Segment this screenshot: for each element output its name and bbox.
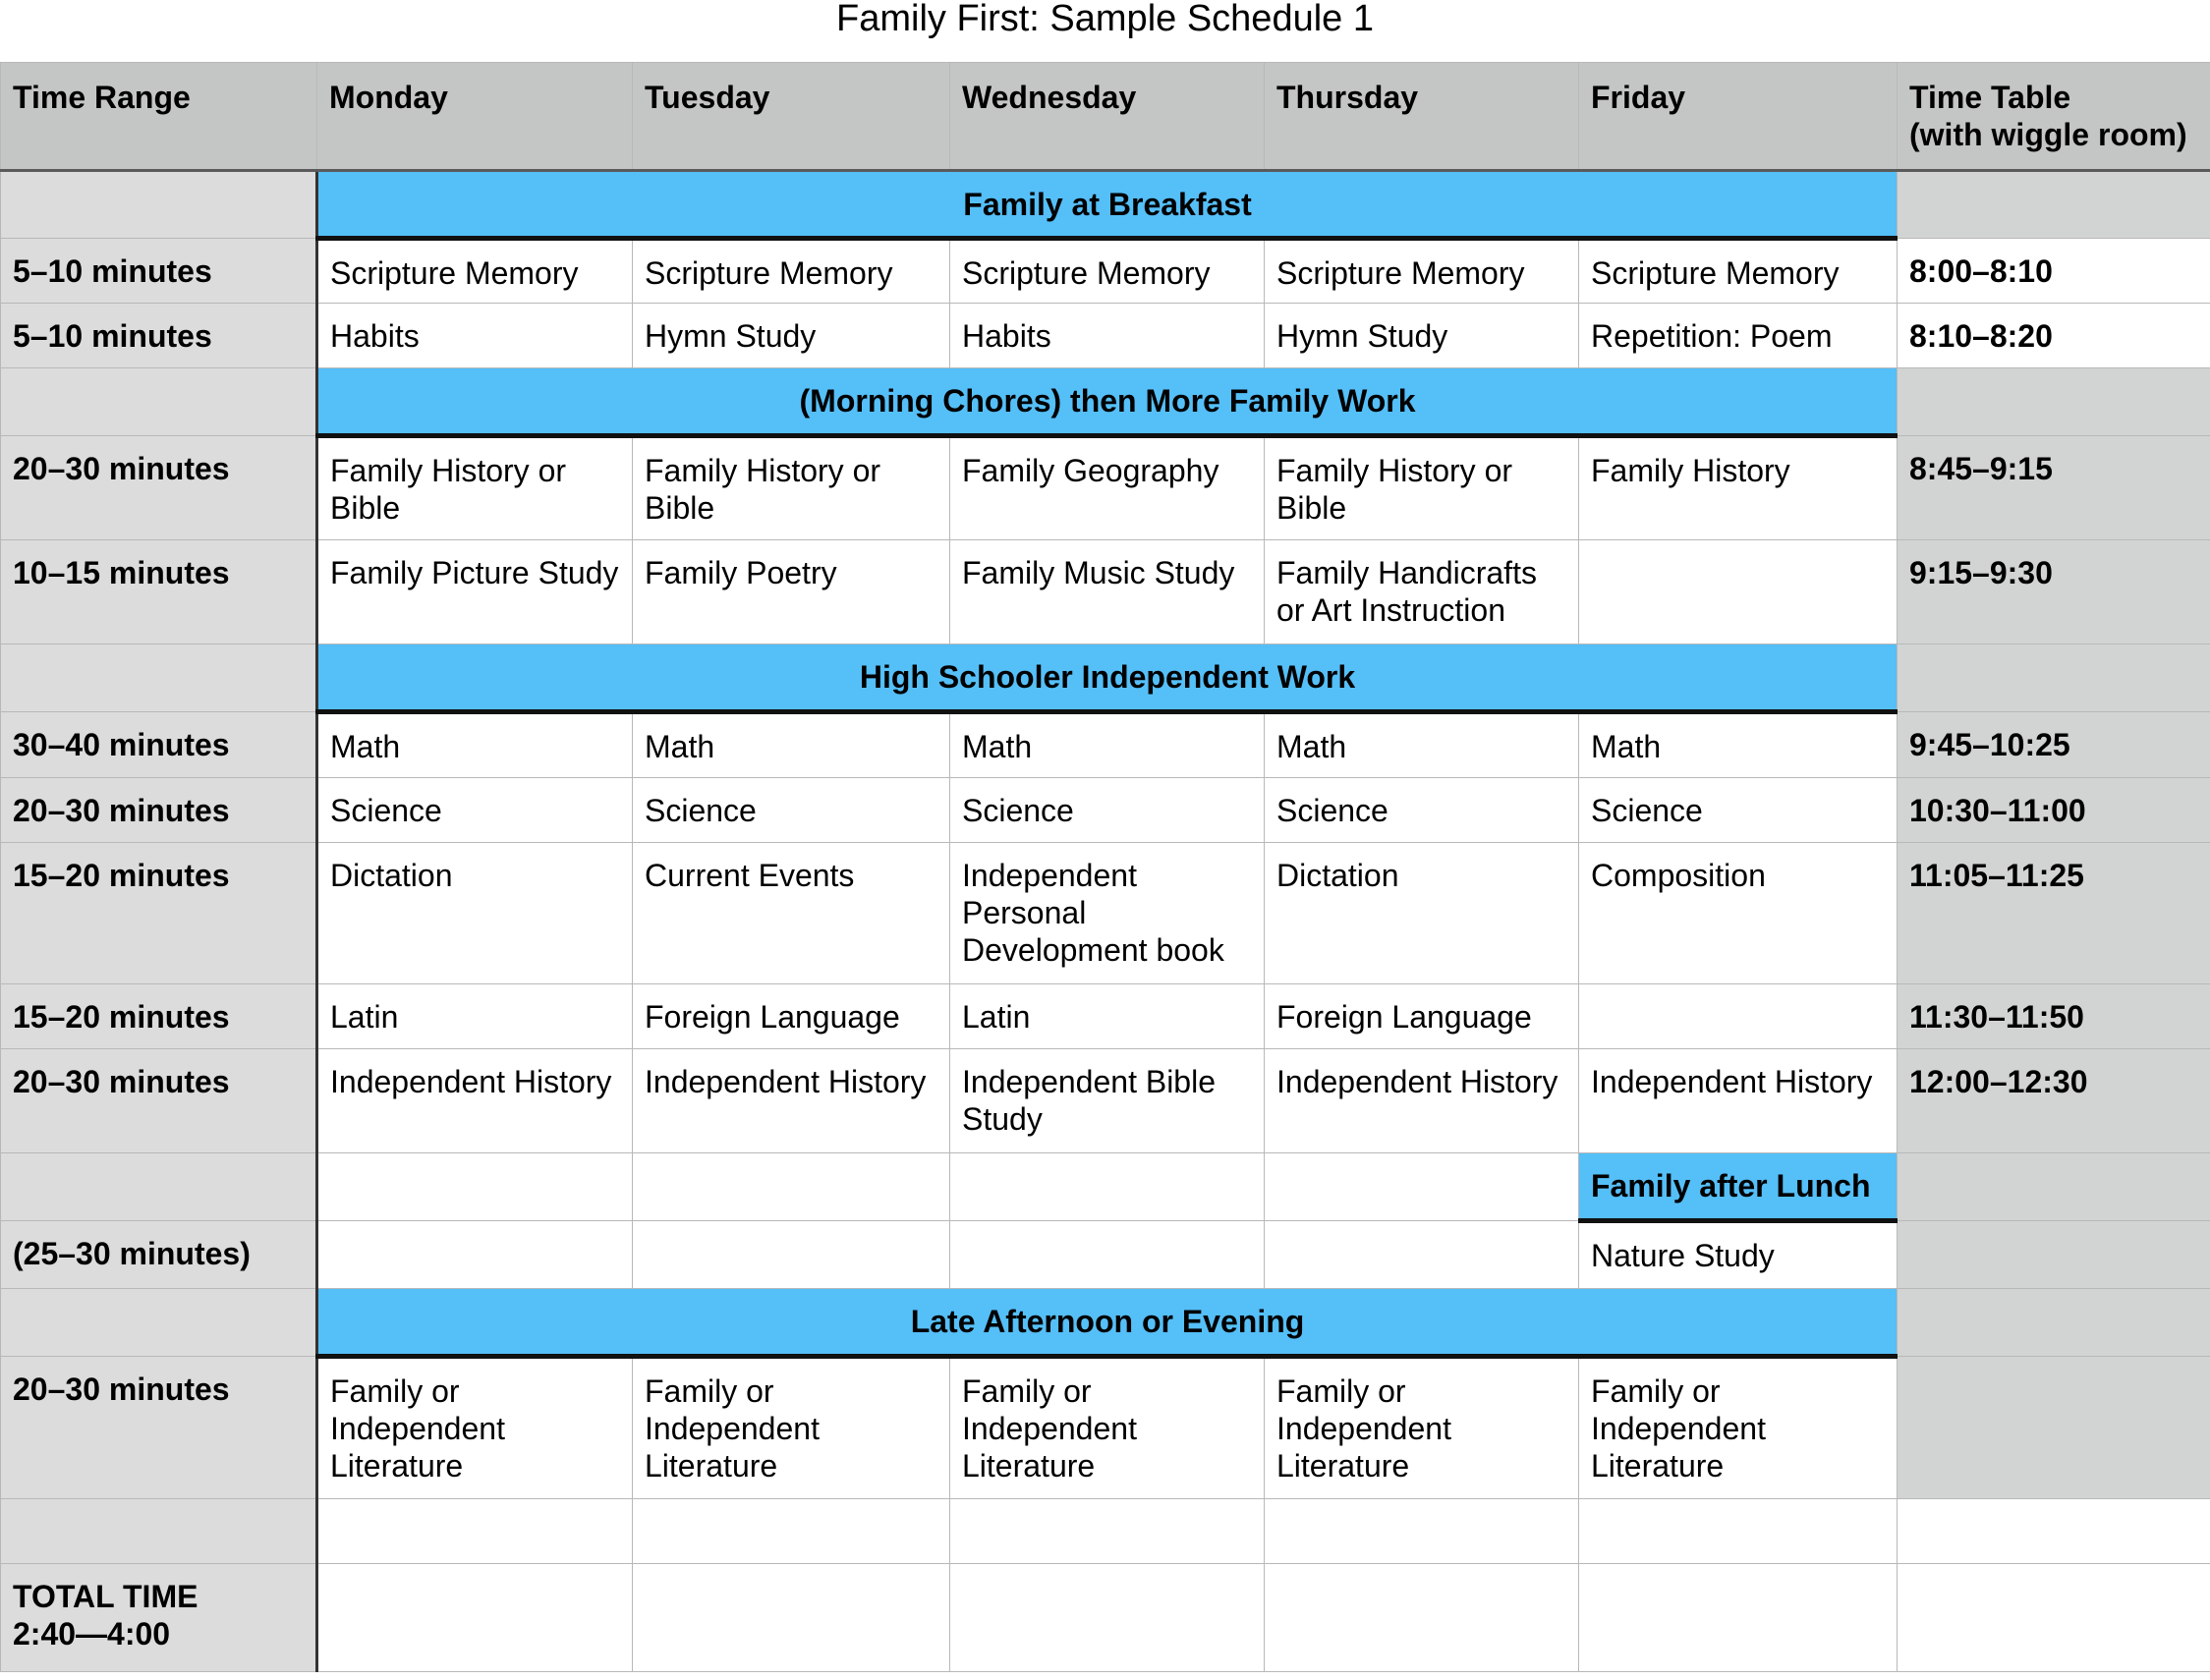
- timetable-cell: 8:10–8:20: [1898, 304, 2210, 368]
- header-thursday: Thursday: [1265, 63, 1579, 171]
- monday-cell: Family Picture Study: [317, 540, 633, 644]
- tuesday-cell: Science: [633, 778, 950, 843]
- section-row: [1, 1153, 2210, 1221]
- total-row: [1, 1564, 2210, 1672]
- timetable-cell-empty: [1898, 171, 2210, 239]
- tuesday-cell: Independent History: [633, 1049, 950, 1153]
- monday-cell: [317, 1564, 633, 1672]
- header-tuesday: Tuesday: [633, 63, 950, 171]
- total-time-cell: [1, 1564, 317, 1672]
- time-cell: 30–40 minutes: [1, 712, 317, 778]
- timetable-cell: [1898, 1221, 2210, 1289]
- section-high-school: High Schooler Independent Work: [317, 644, 1898, 712]
- thursday-cell: [1265, 1153, 1579, 1221]
- table-row: [1, 436, 2210, 540]
- section-late: Late Afternoon or Evening: [317, 1289, 1898, 1357]
- time-cell-empty: [1, 1289, 317, 1357]
- monday-cell: Family History or Bible: [317, 436, 633, 540]
- time-cell: 20–30 minutes: [1, 778, 317, 843]
- tuesday-cell: Math: [633, 712, 950, 778]
- monday-cell: Math: [317, 712, 633, 778]
- tuesday-cell: [633, 1564, 950, 1672]
- time-cell-empty: [1, 171, 317, 239]
- wednesday-cell: Family or Independent Literature: [950, 1357, 1265, 1499]
- thursday-cell: [1265, 1499, 1579, 1564]
- friday-cell: [1579, 1564, 1898, 1672]
- friday-cell: Scripture Memory: [1579, 239, 1898, 304]
- timetable-cell-empty: [1898, 1499, 2210, 1564]
- friday-cell: [1579, 1499, 1898, 1564]
- wednesday-cell: Scripture Memory: [950, 239, 1265, 304]
- friday-cell: [1579, 540, 1898, 644]
- thursday-cell: [1265, 1564, 1579, 1672]
- timetable-cell: 9:15–9:30: [1898, 540, 2210, 644]
- wednesday-cell: Family Music Study: [950, 540, 1265, 644]
- friday-cell: Independent History: [1579, 1049, 1898, 1153]
- section-row: [1, 171, 2210, 239]
- thursday-cell: Scripture Memory: [1265, 239, 1579, 304]
- time-cell: 15–20 minutes: [1, 843, 317, 984]
- monday-cell: [317, 1153, 633, 1221]
- friday-cell: Math: [1579, 712, 1898, 778]
- time-cell-empty: [1, 1499, 317, 1564]
- friday-cell: Family History: [1579, 436, 1898, 540]
- friday-cell: Composition: [1579, 843, 1898, 984]
- wednesday-cell: Independent Personal Development book: [950, 843, 1265, 984]
- time-cell: 10–15 minutes: [1, 540, 317, 644]
- time-cell: 5–10 minutes: [1, 304, 317, 368]
- timetable-cell-empty: [1898, 1289, 2210, 1357]
- header-time-table: [1898, 63, 2210, 171]
- timetable-cell-empty: [1898, 1153, 2210, 1221]
- header-time-range: Time Range: [1, 63, 317, 171]
- monday-cell: Latin: [317, 984, 633, 1049]
- thursday-cell: Science: [1265, 778, 1579, 843]
- thursday-cell: Family History or Bible: [1265, 436, 1579, 540]
- header-time-table-line1: Time Table: [1909, 80, 2071, 115]
- table-row: [1, 1221, 2210, 1289]
- tuesday-cell: Current Events: [633, 843, 950, 984]
- header-wednesday: Wednesday: [950, 63, 1265, 171]
- timetable-cell: 8:45–9:15: [1898, 436, 2210, 540]
- time-cell-empty: [1, 1153, 317, 1221]
- time-cell: (25–30 minutes): [1, 1221, 317, 1289]
- thursday-cell: Independent History: [1265, 1049, 1579, 1153]
- thursday-cell: Hymn Study: [1265, 304, 1579, 368]
- time-cell-empty: [1, 644, 317, 712]
- timetable-cell: 11:30–11:50: [1898, 984, 2210, 1049]
- thursday-cell: Math: [1265, 712, 1579, 778]
- tuesday-cell: [633, 1221, 950, 1289]
- friday-cell: [1579, 984, 1898, 1049]
- time-cell: 5–10 minutes: [1, 239, 317, 304]
- section-row: [1, 1289, 2210, 1357]
- timetable-cell: 9:45–10:25: [1898, 712, 2210, 778]
- table-row: [1, 1499, 2210, 1564]
- table-row: [1, 712, 2210, 778]
- section-row: [1, 644, 2210, 712]
- table-row: [1, 843, 2210, 984]
- thursday-cell: [1265, 1221, 1579, 1289]
- header-friday: Friday: [1579, 63, 1898, 171]
- thursday-cell: Family or Independent Literature: [1265, 1357, 1579, 1499]
- wednesday-cell: Science: [950, 778, 1265, 843]
- timetable-cell: 12:00–12:30: [1898, 1049, 2210, 1153]
- wednesday-cell: Independent Bible Study: [950, 1049, 1265, 1153]
- wednesday-cell: [950, 1564, 1265, 1672]
- thursday-cell: Family Handicrafts or Art Instruction: [1265, 540, 1579, 644]
- wednesday-cell: Latin: [950, 984, 1265, 1049]
- header-monday: Monday: [317, 63, 633, 171]
- schedule-table: [0, 62, 2210, 1672]
- timetable-cell-empty: [1898, 368, 2210, 436]
- section-after-lunch: Family after Lunch: [1579, 1153, 1898, 1221]
- section-morning: (Morning Chores) then More Family Work: [317, 368, 1898, 436]
- table-row: [1, 984, 2210, 1049]
- time-cell-empty: [1, 368, 317, 436]
- friday-cell: Repetition: Poem: [1579, 304, 1898, 368]
- table-row: [1, 540, 2210, 644]
- wednesday-cell: Habits: [950, 304, 1265, 368]
- monday-cell: Scripture Memory: [317, 239, 633, 304]
- time-cell: 20–30 minutes: [1, 436, 317, 540]
- monday-cell: Science: [317, 778, 633, 843]
- friday-cell: Science: [1579, 778, 1898, 843]
- total-time-value: 2:40—4:00: [13, 1616, 171, 1652]
- section-breakfast: Family at Breakfast: [317, 171, 1898, 239]
- monday-cell: Dictation: [317, 843, 633, 984]
- timetable-cell: [1898, 1357, 2210, 1499]
- friday-cell: Family or Independent Literature: [1579, 1357, 1898, 1499]
- table-row: [1, 1357, 2210, 1499]
- monday-cell: Family or Independent Literature: [317, 1357, 633, 1499]
- timetable-cell: 8:00–8:10: [1898, 239, 2210, 304]
- friday-cell: Nature Study: [1579, 1221, 1898, 1289]
- header-time-table-line2: (with wiggle room): [1909, 117, 2187, 152]
- tuesday-cell: [633, 1153, 950, 1221]
- wednesday-cell: [950, 1221, 1265, 1289]
- table-row: [1, 239, 2210, 304]
- thursday-cell: Foreign Language: [1265, 984, 1579, 1049]
- monday-cell: [317, 1499, 633, 1564]
- table-row: [1, 304, 2210, 368]
- monday-cell: Habits: [317, 304, 633, 368]
- tuesday-cell: Scripture Memory: [633, 239, 950, 304]
- tuesday-cell: Foreign Language: [633, 984, 950, 1049]
- timetable-cell-empty: [1898, 1564, 2210, 1672]
- monday-cell: Independent History: [317, 1049, 633, 1153]
- wednesday-cell: Math: [950, 712, 1265, 778]
- tuesday-cell: Family History or Bible: [633, 436, 950, 540]
- page-title: Family First: Sample Schedule 1: [836, 0, 1374, 39]
- wednesday-cell: Family Geography: [950, 436, 1265, 540]
- table-row: [1, 778, 2210, 843]
- time-cell: 15–20 minutes: [1, 984, 317, 1049]
- thursday-cell: Dictation: [1265, 843, 1579, 984]
- table-row: [1, 1049, 2210, 1153]
- timetable-cell-empty: [1898, 644, 2210, 712]
- timetable-cell: 10:30–11:00: [1898, 778, 2210, 843]
- time-cell: 20–30 minutes: [1, 1357, 317, 1499]
- time-cell: 20–30 minutes: [1, 1049, 317, 1153]
- header-row: [1, 63, 2210, 171]
- section-row: [1, 368, 2210, 436]
- tuesday-cell: [633, 1499, 950, 1564]
- tuesday-cell: Family Poetry: [633, 540, 950, 644]
- wednesday-cell: [950, 1499, 1265, 1564]
- total-time-label: TOTAL TIME: [13, 1579, 198, 1614]
- monday-cell: [317, 1221, 633, 1289]
- tuesday-cell: Family or Independent Literature: [633, 1357, 950, 1499]
- wednesday-cell: [950, 1153, 1265, 1221]
- timetable-cell: 11:05–11:25: [1898, 843, 2210, 984]
- tuesday-cell: Hymn Study: [633, 304, 950, 368]
